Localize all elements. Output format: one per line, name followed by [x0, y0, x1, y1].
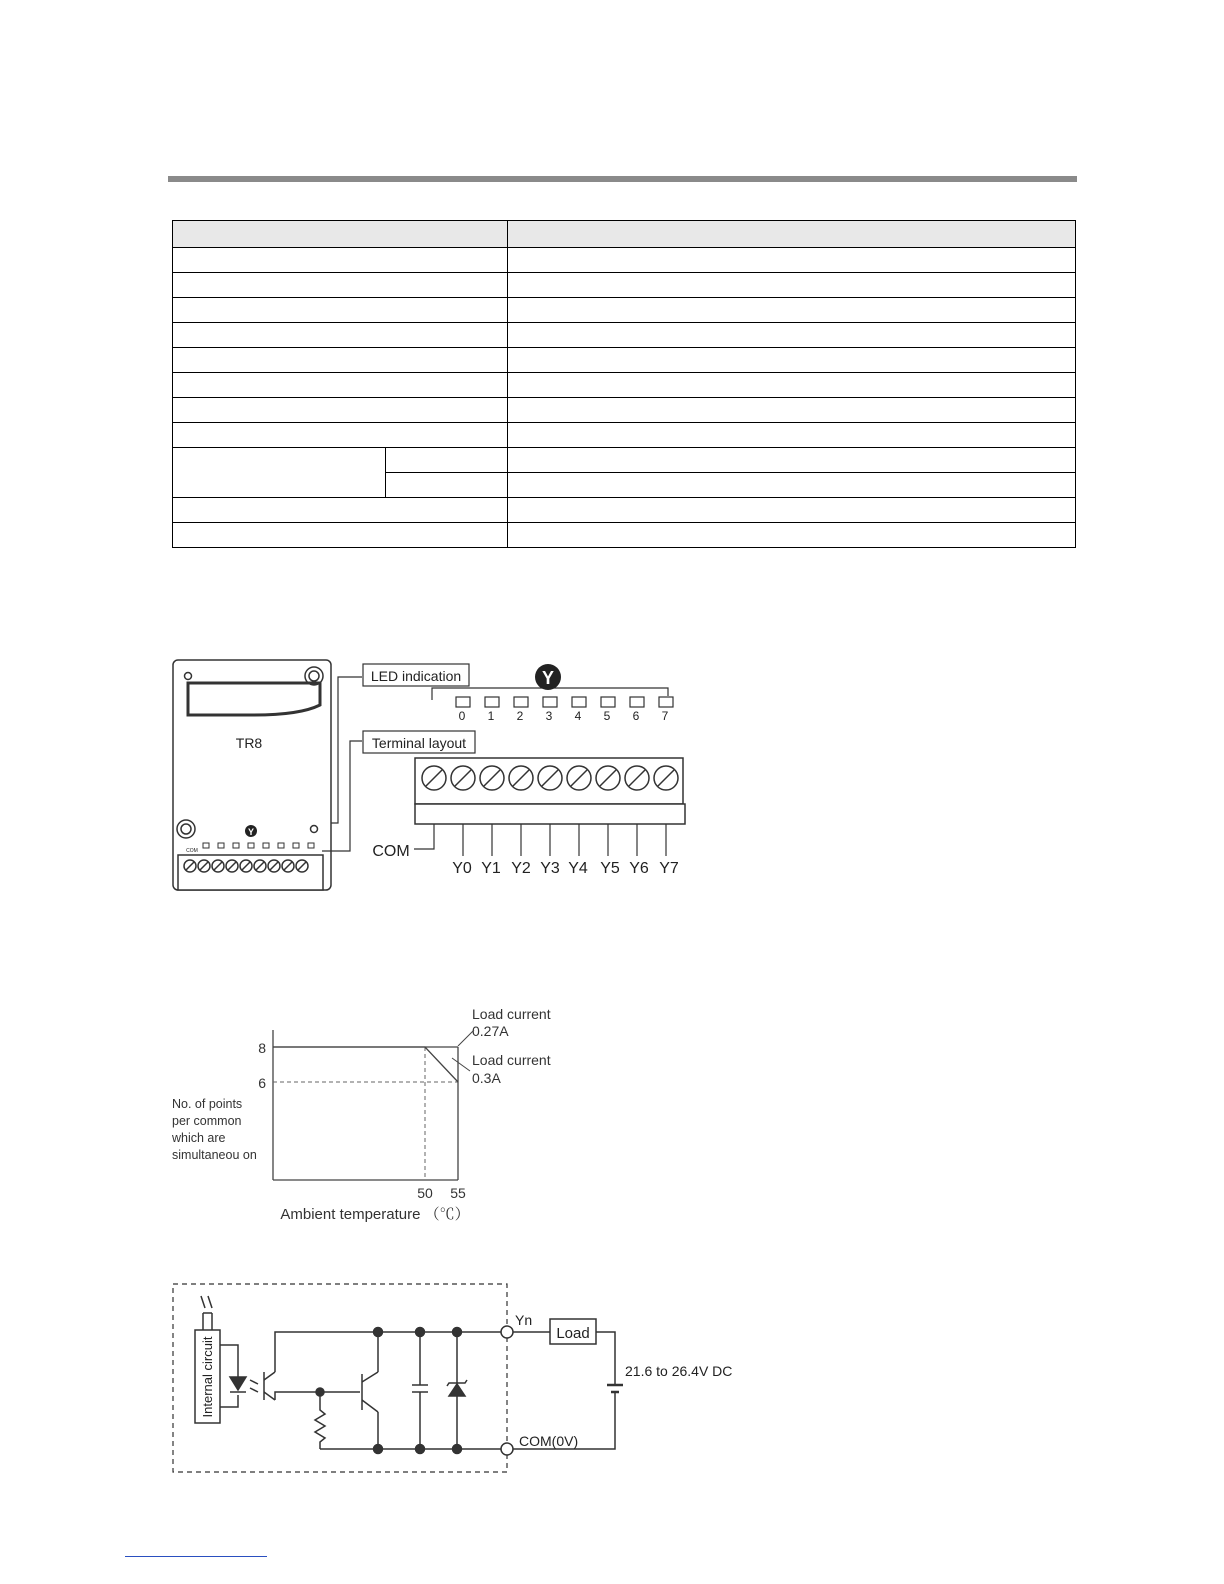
y-tick-label: 8: [258, 1040, 266, 1056]
svg-text:4: 4: [574, 709, 582, 723]
svg-text:1: 1: [487, 709, 495, 723]
svg-text:which are: which are: [172, 1131, 226, 1145]
com-label: COM: [372, 843, 410, 860]
terminal-layout-label: Terminal layout: [371, 735, 467, 751]
led-number-labels: [459, 709, 669, 723]
terminal-labels: [452, 860, 679, 877]
y-tick-label: 6: [258, 1075, 266, 1091]
svg-text:7: 7: [661, 709, 669, 723]
svg-text:0.3A: 0.3A: [472, 1070, 501, 1086]
module-figure: [173, 660, 685, 890]
com-0v-label: COM(0V): [519, 1433, 579, 1449]
x-tick-label: 50: [417, 1185, 433, 1201]
svg-text:Load current: Load current: [472, 1052, 551, 1068]
svg-text:2: 2: [516, 709, 524, 723]
svg-text:Y0: Y0: [452, 860, 472, 877]
chart-annotations: [472, 1006, 551, 1086]
svg-text:Y7: Y7: [659, 860, 679, 877]
svg-text:No. of points: No. of points: [172, 1097, 243, 1111]
svg-text:Y4: Y4: [568, 860, 588, 877]
y-badge-letter: Y: [541, 668, 555, 688]
module-name: TR8: [235, 735, 263, 751]
svg-text:0: 0: [458, 709, 466, 723]
x-tick-label: 55: [450, 1185, 466, 1201]
svg-text:Y3: Y3: [540, 860, 560, 877]
derating-chart: [171, 1006, 551, 1223]
supply-voltage-label: 21.6 to 26.4V DC: [625, 1363, 733, 1379]
mini-com-label: COM: [186, 848, 198, 854]
led-boxes: [456, 697, 673, 707]
mini-y-letter: Y: [247, 827, 255, 837]
yn-label: Yn: [515, 1312, 533, 1328]
y-axis-label: [171, 1097, 257, 1162]
svg-text:0.27A: 0.27A: [472, 1023, 509, 1039]
svg-text:3: 3: [545, 709, 553, 723]
svg-text:Load current: Load current: [472, 1006, 551, 1022]
terminal-leads: [414, 824, 666, 856]
x-axis-label: Ambient temperature （℃）: [280, 1206, 470, 1223]
svg-text:simultaneou on: simultaneou on: [172, 1148, 257, 1162]
svg-text:5: 5: [603, 709, 611, 723]
series-line-2: [273, 1047, 458, 1082]
load-label: Load: [556, 1325, 590, 1342]
svg-text:Y5: Y5: [600, 860, 620, 877]
internal-circuit-label: Internal circuit: [200, 1336, 215, 1418]
svg-text:Y1: Y1: [481, 860, 501, 877]
footer-link-underline: [125, 1556, 267, 1557]
svg-text:Y2: Y2: [511, 860, 531, 877]
svg-text:Y6: Y6: [629, 860, 649, 877]
led-indication-label: LED indication: [370, 668, 462, 684]
svg-text:per common: per common: [172, 1114, 242, 1128]
svg-text:6: 6: [632, 709, 640, 723]
annotation-arrows: [452, 1030, 474, 1071]
chart-text: [171, 1006, 551, 1223]
